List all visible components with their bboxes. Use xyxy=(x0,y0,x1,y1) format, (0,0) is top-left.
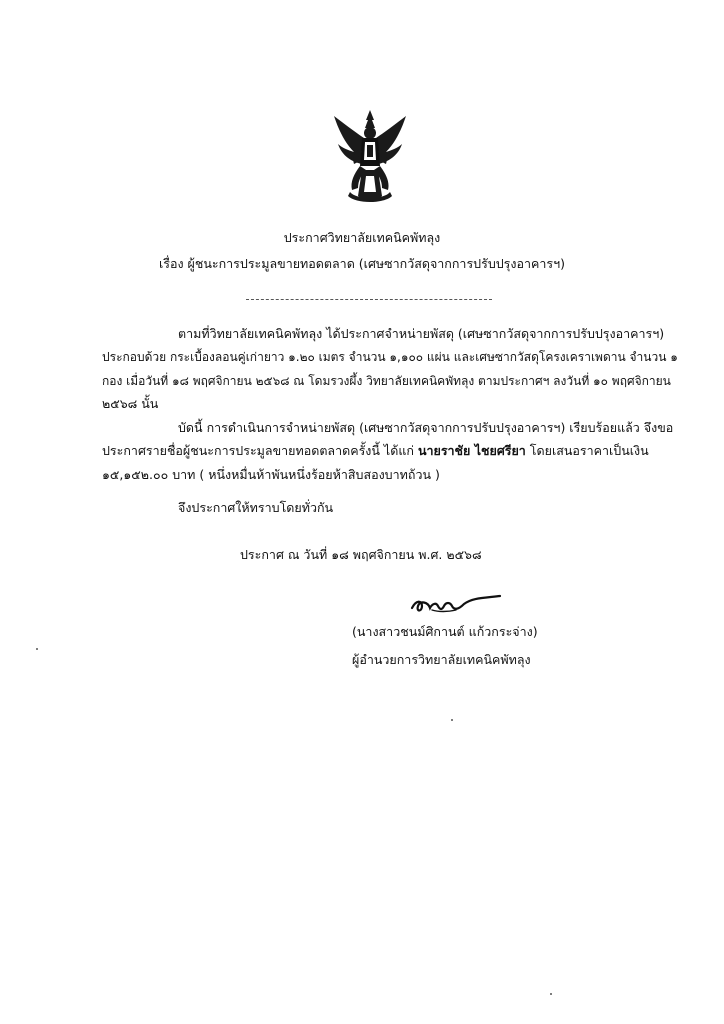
signatory-name: (นางสาวชนม์ศิกานต์ แก้วกระจ่าง) xyxy=(352,624,538,639)
paragraph-1-line-3: กอง เมื่อวันที่ ๑๘ พฤศจิกายน ๒๕๖๘ ณ โดมรวงผึ้ง วิทยาลัยเทคนิคพัทลุง ตามประกาศฯ ลงวันที่ ๑๐ พฤศจิกายน xyxy=(102,374,671,388)
paragraph-2-line-3: ๑๕,๑๕๒.๐๐ บาท ( หนึ่งหมื่นห้าพันหนึ่งร้อยห้าสิบสองบาทถ้วน ) xyxy=(102,467,440,482)
scan-speck xyxy=(550,993,552,995)
closing-line: จึงประกาศให้ทราบโดยทั่วกัน xyxy=(178,500,334,515)
paragraph-2-text-a: ประกาศรายชื่อผู้ชนะการประมูลขายทอดตลาดครั้งนี้ ได้แก่ xyxy=(102,443,418,458)
garuda-emblem xyxy=(332,108,408,204)
handwritten-signature xyxy=(408,592,504,618)
paragraph-2-text-b: โดยเสนอราคาเป็นเงิน xyxy=(525,443,649,458)
paragraph-1-line-2: ประกอบด้วย กระเบื้องลอนคู่เก่ายาว ๑.๒๐ เมตร จำนวน ๑,๑๐๐ แผ่น และเศษซากวัสดุโครงเคราเพดาน จำนวน ๑ xyxy=(102,350,678,364)
paragraph-2-line-2 xyxy=(102,443,649,459)
announcement-date: ประกาศ ณ วันที่ ๑๘ พฤศจิกายน พ.ศ. ๒๕๖๘ xyxy=(240,547,482,562)
paragraph-1-line-1: ตามที่วิทยาลัยเทคนิคพัทลุง ได้ประกาศจำหน่ายพัสดุ (เศษซากวัสดุจากการปรับปรุงอาคารฯ) xyxy=(178,326,665,341)
winner-name: นายราชัย ไชยศรียา xyxy=(417,443,526,458)
scan-speck xyxy=(451,719,453,721)
paragraph-2-line-1: บัดนี้ การดำเนินการจำหน่ายพัสดุ (เศษซากวัสดุจากการปรับปรุงอาคารฯ) เรียบร้อยแล้ว จึงขอ xyxy=(178,420,674,435)
document-title: ประกาศวิทยาลัยเทคนิคพัทลุง xyxy=(283,230,441,245)
scan-speck xyxy=(36,648,38,650)
paragraph-1-line-4: ๒๕๖๘ นั้น xyxy=(102,396,159,411)
signatory-position: ผู้อำนวยการวิทยาลัยเทคนิคพัทลุง xyxy=(352,652,531,667)
document-subject: เรื่อง ผู้ชนะการประมูลขายทอดตลาด (เศษซากวัสดุจากการปรับปรุงอาคารฯ) xyxy=(158,256,566,271)
divider xyxy=(246,299,492,300)
